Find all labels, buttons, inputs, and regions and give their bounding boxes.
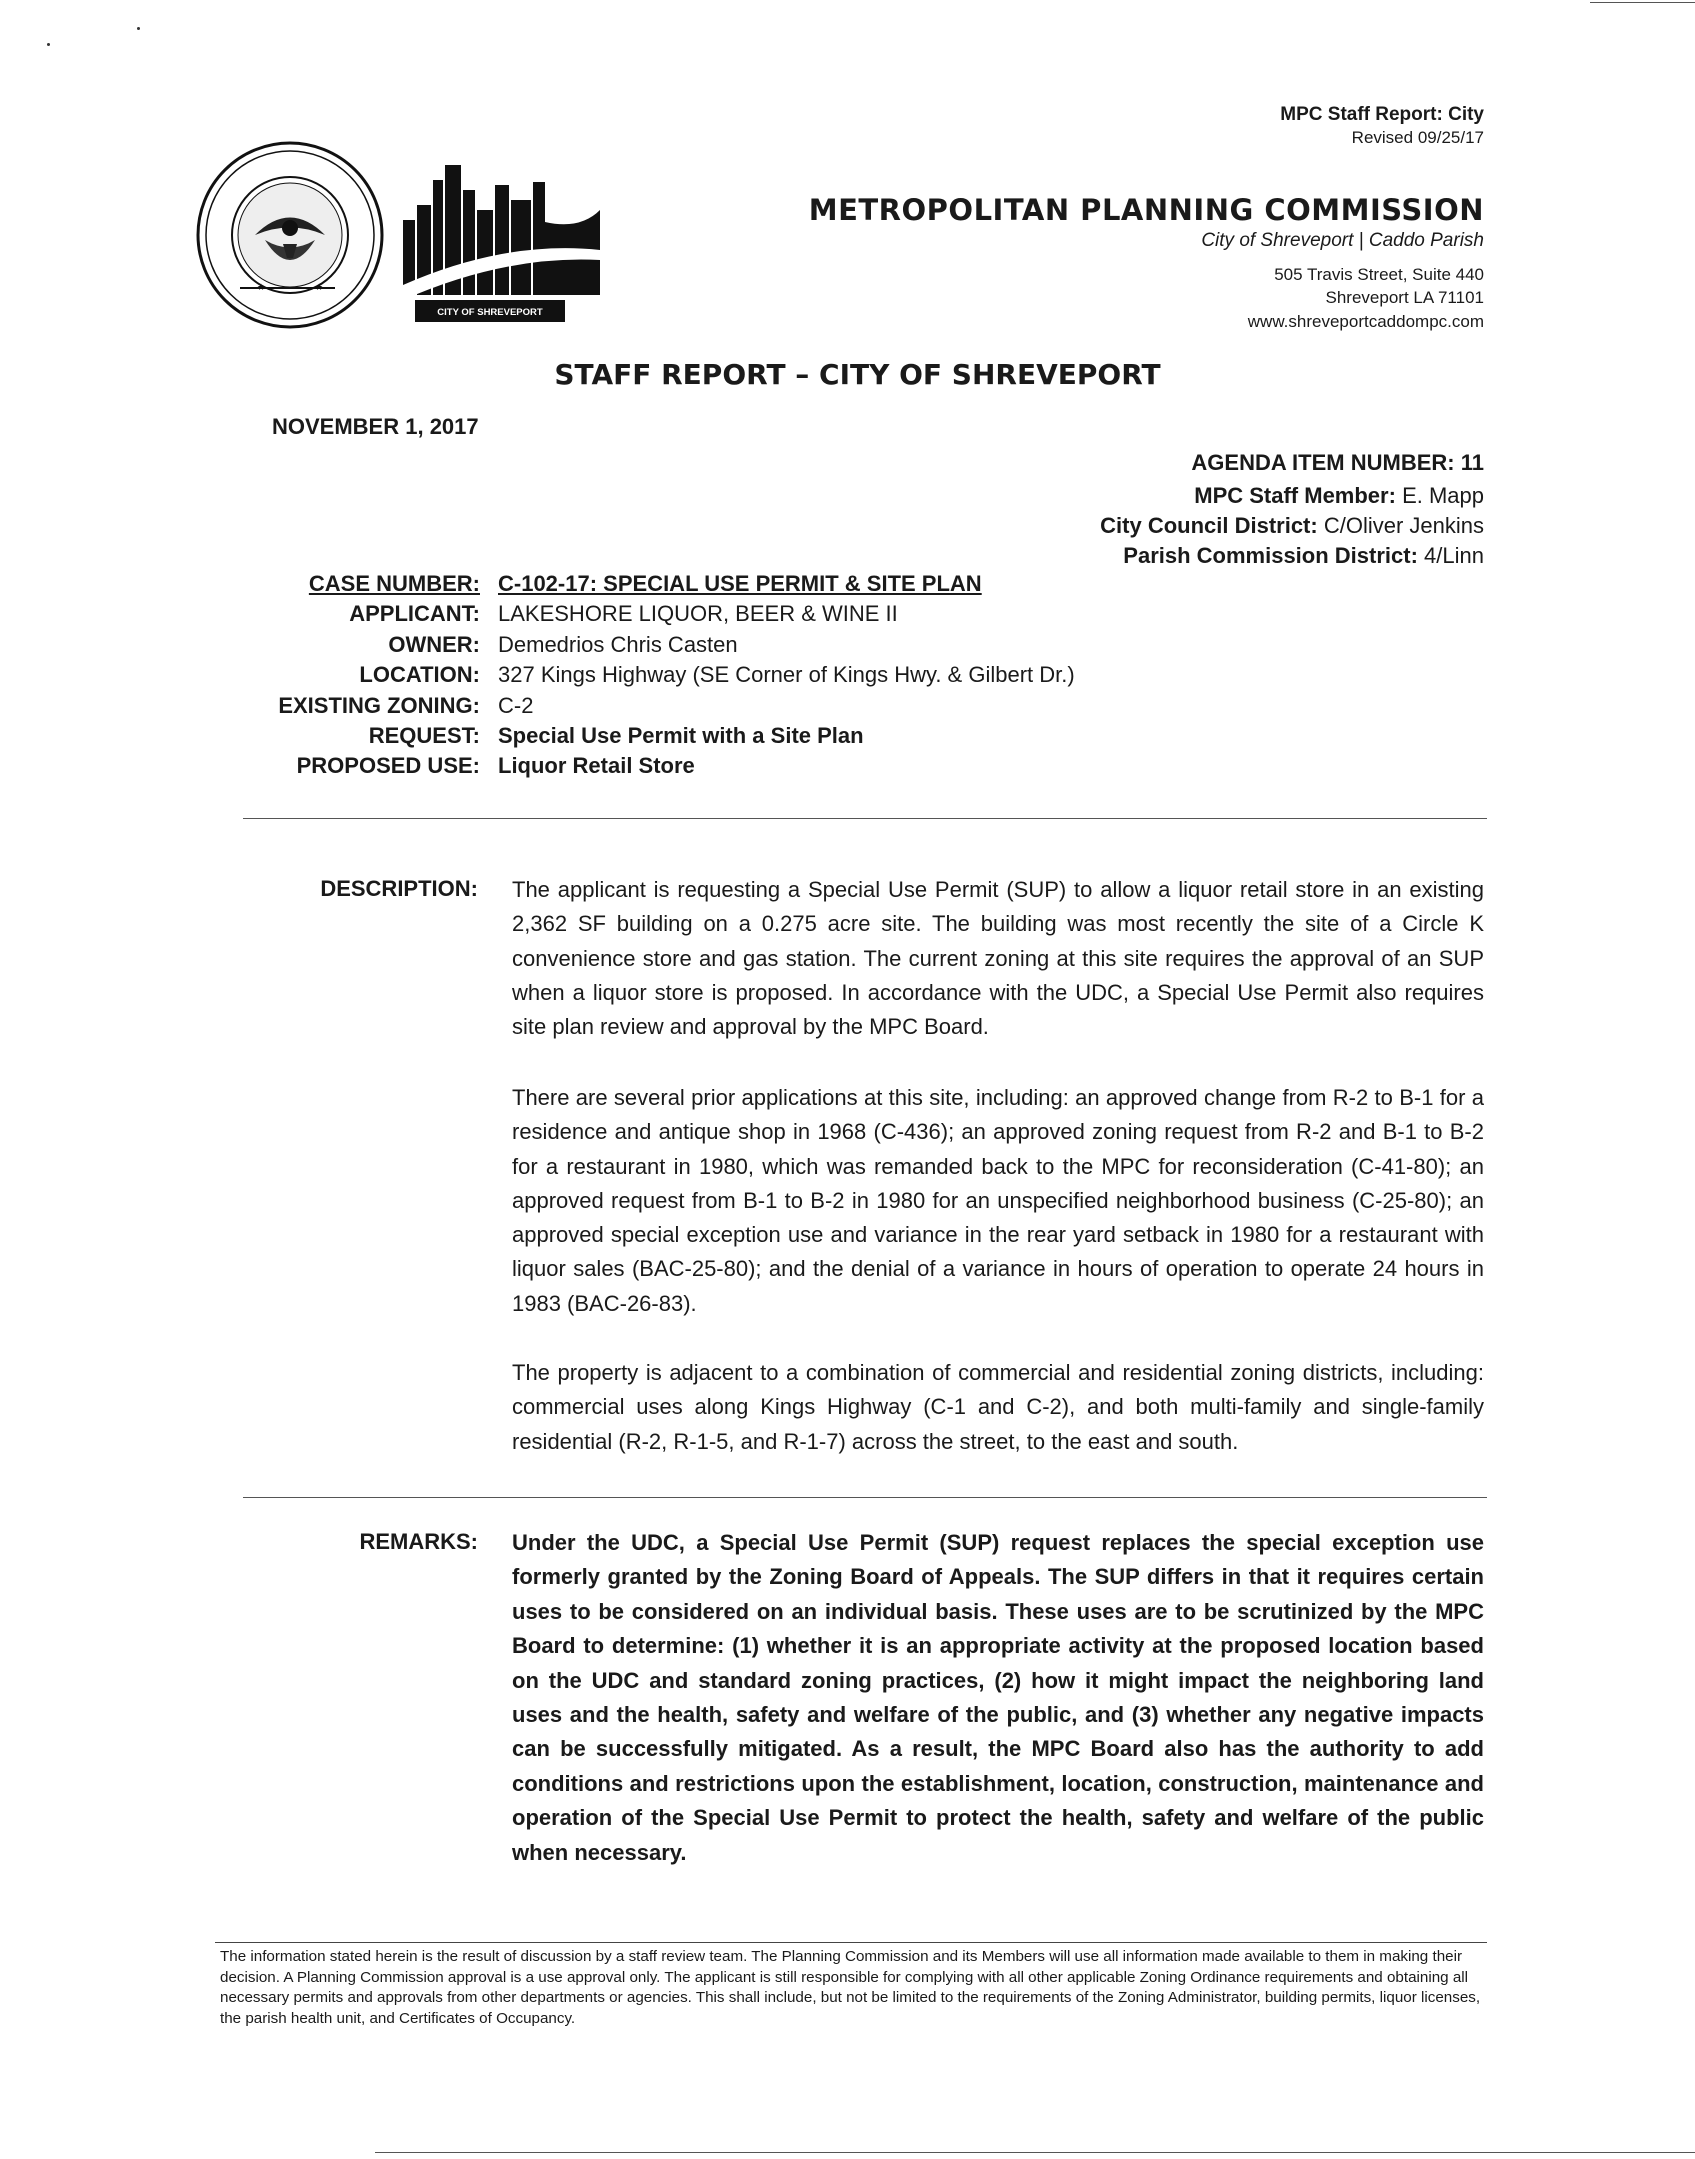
address-street: 505 Travis Street, Suite 440 (1274, 265, 1484, 284)
svg-text:★: ★ (257, 282, 266, 292)
organization-name: METROPOLITAN PLANNING COMMISSION (808, 193, 1484, 227)
section-divider (243, 818, 1487, 819)
applicant-row (200, 601, 1300, 631)
owner-label: OWNER: (388, 632, 480, 657)
svg-text:★: ★ (315, 282, 324, 292)
zoning-value: C-2 (498, 693, 534, 718)
scan-edge-line (1590, 2, 1695, 3)
description-label: DESCRIPTION: (320, 876, 478, 901)
zoning-label: EXISTING ZONING: (278, 693, 480, 718)
address-city: Shreveport LA 71101 (1325, 288, 1484, 307)
website: www.shreveportcaddompc.com (1247, 312, 1484, 331)
city-logo-text: CITY OF SHREVEPORT (437, 307, 543, 318)
staff-value: E. Mapp (1402, 483, 1484, 508)
location-value: 327 Kings Highway (SE Corner of Kings Hwy. & Gilbert Dr.) (498, 662, 1075, 687)
proposed-use-value: Liquor Retail Store (498, 753, 695, 778)
revised-date: Revised 09/25/17 (1351, 128, 1484, 147)
existing-zoning-row (200, 693, 1300, 723)
scan-speck (47, 43, 50, 46)
description-paragraph-1: The applicant is requesting a Special Use Permit (SUP) to allow a liquor retail store in an existing 2,362 SF building on a 0.275 acre site. The building was most recently the site of a Circle K convenience store and gas station. The current zoning at this site requires the approval of an SUP when a liquor store is proposed. In accordance with the UDC, a Special Use Permit also requires site plan review and approval by the MPC Board. (512, 877, 1484, 1040)
parish-value: 4/Linn (1424, 543, 1484, 568)
report-date: NOVEMBER 1, 2017 (272, 414, 479, 439)
request-value: Special Use Permit with a Site Plan (498, 723, 864, 748)
proposed-use-label: PROPOSED USE: (296, 753, 480, 778)
mpc-staff-member (1194, 483, 1484, 509)
organization-subtitle: City of Shreveport | Caddo Parish (1201, 230, 1484, 251)
report-title: STAFF REPORT – CITY OF SHREVEPORT (554, 358, 1161, 391)
request-label: REQUEST: (368, 723, 480, 748)
owner-value: Demedrios Chris Casten (498, 632, 738, 657)
location-row (200, 662, 1300, 692)
louisiana-state-seal-icon (195, 140, 385, 330)
agenda-item-number (1191, 450, 1484, 476)
location-label: LOCATION: (359, 662, 480, 687)
city-council-district (1100, 513, 1484, 539)
footer-disclaimer: The information stated herein is the result of discussion by a staff review team. The Planning Commission and its Members will use all information made available to them in making their decision. A Planning Commission approval is a use approval only. The applicant is still responsible for complying with all other applicable Zoning Ordinance requirements and obtaining all necessary permits and approvals from other departments or agencies. This shall include, but not be limited to the requirements of the Zoning Administrator, building permits, liquor licenses, the parish health unit, and Certificates of Occupancy. (220, 1948, 1481, 2027)
council-value: C/Oliver Jenkins (1323, 513, 1484, 538)
applicant-label: APPLICANT: (349, 601, 480, 626)
agenda-item-label: AGENDA ITEM NUMBER: (1191, 450, 1455, 475)
case-number-row (200, 571, 1300, 601)
case-number-label: CASE NUMBER: (308, 571, 480, 596)
proposed-use-row (200, 753, 1300, 783)
report-type: MPC Staff Report: City (1280, 104, 1484, 125)
footer-divider (215, 1942, 1487, 1943)
description-paragraph-2: There are several prior applications at this site, including: an approved change from R-2 to B-1 for a residence and antique shop in 1968 (C-436); an approved zoning request from R-2 and B-1 to B-2 for a restaurant in 1980, which was remanded back to the MPC for reconsideration (C-41-80); an approved request from B-1 to B-2 in 1980 for an unspecified neighborhood business (C-25-80); an approved special exception use and variance in the rear yard setback in 1980 for a restaurant with liquor sales (BAC-25-80); and the denial of a variance in hours of operation to operate 24 hours in 1983 (BAC-26-83). (512, 1085, 1484, 1316)
parish-label: Parish Commission District: (1123, 543, 1418, 568)
remarks-label: REMARKS: (359, 1529, 478, 1554)
scan-bottom-line (375, 2152, 1695, 2153)
parish-commission-district (1123, 543, 1484, 569)
remarks-paragraph: Under the UDC, a Special Use Permit (SUP) request replaces the special exception use formerly granted by the Zoning Board of Appeals. The SUP differs in that it requires certain uses to be considered on an individual basis. These uses are to be scrutinized by the MPC Board to determine: (1) whether it is an appropriate activity at the proposed location based on the UDC and standard zoning practices, (2) how it might impact the neighboring land uses and the health, safety and welfare of the public, and (3) whether any negative impacts can be successfully mitigated. As a result, the MPC Board also has the authority to add conditions and restrictions upon the establishment, location, construction, maintenance and operation of the Special Use Permit to protect the health, safety and welfare of the public when necessary. (512, 1530, 1484, 1865)
owner-row (200, 632, 1300, 662)
agenda-item-value: 11 (1460, 450, 1484, 475)
scan-speck (137, 27, 140, 30)
applicant-value: LAKESHORE LIQUOR, BEER & WINE II (498, 601, 898, 626)
council-label: City Council District: (1100, 513, 1318, 538)
city-of-shreveport-logo-icon (395, 160, 605, 325)
staff-label: MPC Staff Member: (1194, 483, 1396, 508)
description-paragraph-3: The property is adjacent to a combination of commercial and residential zoning districts, including: commercial uses along Kings Highway (C-1 and C-2), and both multi-family and single-family residential (R-2, R-1-5, and R-1-7) across the street, to the east and south. (512, 1360, 1484, 1454)
section-divider (243, 1497, 1487, 1498)
case-number-value: C-102-17: SPECIAL USE PERMIT & SITE PLAN (498, 571, 982, 596)
request-row (200, 723, 1300, 753)
